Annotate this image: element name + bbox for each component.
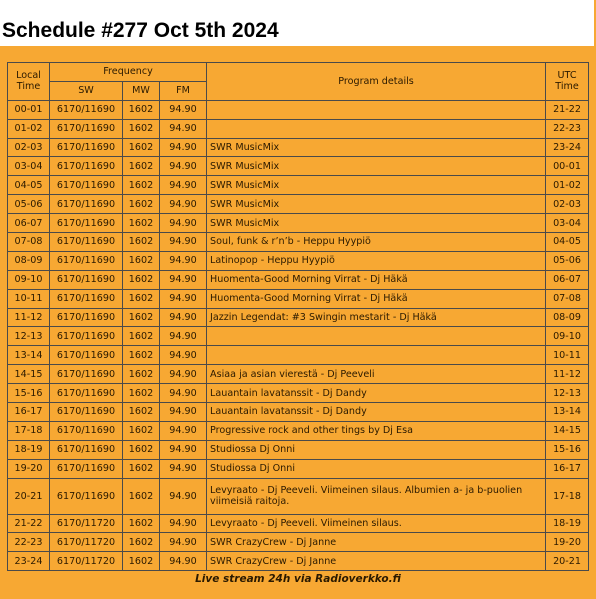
cell-fm-frequency: 94.90 — [160, 176, 207, 195]
cell-program-details: Latinopop - Heppu Hyypiö — [207, 251, 546, 270]
schedule-row — [8, 403, 589, 422]
cell-local-time: 19-20 — [8, 459, 50, 478]
cell-fm-frequency: 94.90 — [160, 100, 207, 119]
cell-program-details: SWR MusicMix — [207, 195, 546, 214]
cell-local-time: 17-18 — [8, 421, 50, 440]
cell-sw-frequency: 6170/11690 — [50, 195, 123, 214]
schedule-row — [8, 157, 589, 176]
schedule-row — [8, 384, 589, 403]
schedule-row — [8, 100, 589, 119]
cell-utc-time: 02-03 — [546, 195, 589, 214]
cell-program-details: Lauantain lavatanssit - Dj Dandy — [207, 384, 546, 403]
schedule-row — [8, 365, 589, 384]
cell-mw-frequency: 1602 — [123, 514, 160, 533]
cell-fm-frequency: 94.90 — [160, 289, 207, 308]
cell-local-time: 22-23 — [8, 533, 50, 552]
header-utc-time: UTC Time — [546, 63, 589, 101]
live-stream-footer: Live stream 24h via Radioverkko.fi — [195, 573, 401, 585]
cell-local-time: 10-11 — [8, 289, 50, 308]
cell-local-time: 02-03 — [8, 138, 50, 157]
title-bar — [0, 0, 596, 46]
cell-fm-frequency: 94.90 — [160, 138, 207, 157]
cell-utc-time: 00-01 — [546, 157, 589, 176]
cell-local-time: 14-15 — [8, 365, 50, 384]
cell-fm-frequency: 94.90 — [160, 346, 207, 365]
cell-mw-frequency: 1602 — [123, 403, 160, 422]
cell-program-details: SWR MusicMix — [207, 176, 546, 195]
cell-program-details: Lauantain lavatanssit - Dj Dandy — [207, 403, 546, 422]
cell-program-details: SWR MusicMix — [207, 214, 546, 233]
cell-program-details: Soul, funk & r’n’b - Heppu Hyypiö — [207, 233, 546, 252]
cell-utc-time: 12-13 — [546, 384, 589, 403]
cell-program-details: Studiossa Dj Onni — [207, 440, 546, 459]
cell-program-details: SWR MusicMix — [207, 138, 546, 157]
cell-fm-frequency: 94.90 — [160, 233, 207, 252]
cell-utc-time: 10-11 — [546, 346, 589, 365]
cell-utc-time: 18-19 — [546, 514, 589, 533]
cell-sw-frequency: 6170/11720 — [50, 514, 123, 533]
schedule-row — [8, 478, 589, 514]
cell-program-details — [207, 119, 546, 138]
schedule-row — [8, 327, 589, 346]
cell-mw-frequency: 1602 — [123, 533, 160, 552]
cell-mw-frequency: 1602 — [123, 214, 160, 233]
schedule-row — [8, 119, 589, 138]
cell-mw-frequency: 1602 — [123, 365, 160, 384]
schedule-row — [8, 214, 589, 233]
cell-program-details: SWR CrazyCrew - Dj Janne — [207, 552, 546, 571]
cell-mw-frequency: 1602 — [123, 195, 160, 214]
schedule-row — [8, 552, 589, 571]
cell-local-time: 16-17 — [8, 403, 50, 422]
cell-sw-frequency: 6170/11720 — [50, 533, 123, 552]
cell-mw-frequency: 1602 — [123, 421, 160, 440]
cell-sw-frequency: 6170/11690 — [50, 214, 123, 233]
cell-sw-frequency: 6170/11690 — [50, 270, 123, 289]
cell-utc-time: 23-24 — [546, 138, 589, 157]
cell-fm-frequency: 94.90 — [160, 327, 207, 346]
cell-program-details: Huomenta-Good Morning Virrat - Dj Häkä — [207, 270, 546, 289]
cell-utc-time: 07-08 — [546, 289, 589, 308]
cell-sw-frequency: 6170/11690 — [50, 384, 123, 403]
cell-sw-frequency: 6170/11720 — [50, 552, 123, 571]
cell-mw-frequency: 1602 — [123, 459, 160, 478]
cell-local-time: 11-12 — [8, 308, 50, 327]
cell-program-details — [207, 100, 546, 119]
cell-fm-frequency: 94.90 — [160, 514, 207, 533]
cell-sw-frequency: 6170/11690 — [50, 157, 123, 176]
cell-program-details — [207, 346, 546, 365]
cell-program-details: SWR MusicMix — [207, 157, 546, 176]
cell-program-details: Levyraato - Dj Peeveli. Viimeinen silaus. — [207, 514, 546, 533]
cell-sw-frequency: 6170/11690 — [50, 440, 123, 459]
cell-fm-frequency: 94.90 — [160, 421, 207, 440]
cell-sw-frequency: 6170/11690 — [50, 176, 123, 195]
cell-utc-time: 20-21 — [546, 552, 589, 571]
cell-mw-frequency: 1602 — [123, 119, 160, 138]
cell-mw-frequency: 1602 — [123, 289, 160, 308]
header-mw: MW — [123, 81, 160, 100]
cell-fm-frequency: 94.90 — [160, 552, 207, 571]
cell-fm-frequency: 94.90 — [160, 365, 207, 384]
cell-program-details: Asiaa ja asian vierestä - Dj Peeveli — [207, 365, 546, 384]
cell-local-time: 07-08 — [8, 233, 50, 252]
cell-fm-frequency: 94.90 — [160, 308, 207, 327]
cell-utc-time: 13-14 — [546, 403, 589, 422]
cell-sw-frequency: 6170/11690 — [50, 289, 123, 308]
cell-local-time: 12-13 — [8, 327, 50, 346]
schedule-row — [8, 440, 589, 459]
cell-utc-time: 03-04 — [546, 214, 589, 233]
cell-utc-time: 16-17 — [546, 459, 589, 478]
cell-utc-time: 04-05 — [546, 233, 589, 252]
schedule-row — [8, 308, 589, 327]
cell-local-time: 03-04 — [8, 157, 50, 176]
schedule-row — [8, 233, 589, 252]
cell-fm-frequency: 94.90 — [160, 195, 207, 214]
cell-sw-frequency: 6170/11690 — [50, 327, 123, 346]
cell-utc-time: 05-06 — [546, 251, 589, 270]
schedule-panel — [0, 46, 596, 599]
schedule-row — [8, 138, 589, 157]
cell-local-time: 06-07 — [8, 214, 50, 233]
header-program-details: Program details — [207, 63, 546, 101]
cell-program-details: Studiossa Dj Onni — [207, 459, 546, 478]
cell-program-details: Huomenta-Good Morning Virrat - Dj Häkä — [207, 289, 546, 308]
cell-mw-frequency: 1602 — [123, 478, 160, 514]
cell-sw-frequency: 6170/11690 — [50, 308, 123, 327]
schedule-row — [8, 270, 589, 289]
cell-fm-frequency: 94.90 — [160, 440, 207, 459]
cell-fm-frequency: 94.90 — [160, 119, 207, 138]
cell-fm-frequency: 94.90 — [160, 157, 207, 176]
cell-mw-frequency: 1602 — [123, 233, 160, 252]
cell-sw-frequency: 6170/11690 — [50, 100, 123, 119]
cell-local-time: 04-05 — [8, 176, 50, 195]
cell-utc-time: 19-20 — [546, 533, 589, 552]
cell-utc-time: 09-10 — [546, 327, 589, 346]
cell-mw-frequency: 1602 — [123, 384, 160, 403]
cell-fm-frequency: 94.90 — [160, 403, 207, 422]
cell-mw-frequency: 1602 — [123, 346, 160, 365]
header-frequency: Frequency — [50, 63, 207, 82]
cell-sw-frequency: 6170/11690 — [50, 251, 123, 270]
schedule-row — [8, 514, 589, 533]
cell-mw-frequency: 1602 — [123, 251, 160, 270]
cell-fm-frequency: 94.90 — [160, 270, 207, 289]
cell-local-time: 09-10 — [8, 270, 50, 289]
cell-utc-time: 01-02 — [546, 176, 589, 195]
cell-utc-time: 15-16 — [546, 440, 589, 459]
cell-mw-frequency: 1602 — [123, 138, 160, 157]
cell-sw-frequency: 6170/11690 — [50, 138, 123, 157]
schedule-row — [8, 176, 589, 195]
cell-sw-frequency: 6170/11690 — [50, 403, 123, 422]
cell-fm-frequency: 94.90 — [160, 251, 207, 270]
cell-fm-frequency: 94.90 — [160, 459, 207, 478]
cell-mw-frequency: 1602 — [123, 327, 160, 346]
schedule-row — [8, 459, 589, 478]
cell-fm-frequency: 94.90 — [160, 533, 207, 552]
cell-utc-time: 08-09 — [546, 308, 589, 327]
schedule-row — [8, 421, 589, 440]
cell-mw-frequency: 1602 — [123, 100, 160, 119]
schedule-row — [8, 346, 589, 365]
cell-local-time: 00-01 — [8, 100, 50, 119]
cell-local-time: 21-22 — [8, 514, 50, 533]
cell-sw-frequency: 6170/11690 — [50, 459, 123, 478]
cell-local-time: 13-14 — [8, 346, 50, 365]
schedule-row — [8, 289, 589, 308]
cell-program-details: Jazzin Legendat: #3 Swingin mestarit - Dj Häkä — [207, 308, 546, 327]
header-fm: FM — [160, 81, 207, 100]
cell-mw-frequency: 1602 — [123, 308, 160, 327]
cell-program-details: Progressive rock and other tings by Dj Esa — [207, 421, 546, 440]
schedule-row — [8, 195, 589, 214]
schedule-body — [8, 100, 589, 570]
schedule-table — [7, 62, 589, 571]
cell-mw-frequency: 1602 — [123, 440, 160, 459]
page-title: Schedule #277 Oct 5th 2024 — [2, 19, 279, 42]
header-local-time: Local Time — [8, 63, 50, 101]
cell-local-time: 15-16 — [8, 384, 50, 403]
cell-local-time: 18-19 — [8, 440, 50, 459]
cell-local-time: 23-24 — [8, 552, 50, 571]
cell-sw-frequency: 6170/11690 — [50, 365, 123, 384]
header-sw: SW — [50, 81, 123, 100]
cell-fm-frequency: 94.90 — [160, 478, 207, 514]
cell-fm-frequency: 94.90 — [160, 384, 207, 403]
cell-mw-frequency: 1602 — [123, 157, 160, 176]
cell-utc-time: 22-23 — [546, 119, 589, 138]
cell-sw-frequency: 6170/11690 — [50, 346, 123, 365]
schedule-row — [8, 533, 589, 552]
cell-mw-frequency: 1602 — [123, 552, 160, 571]
cell-utc-time: 11-12 — [546, 365, 589, 384]
cell-utc-time: 17-18 — [546, 478, 589, 514]
cell-mw-frequency: 1602 — [123, 176, 160, 195]
cell-local-time: 20-21 — [8, 478, 50, 514]
cell-sw-frequency: 6170/11690 — [50, 478, 123, 514]
cell-mw-frequency: 1602 — [123, 270, 160, 289]
cell-utc-time: 06-07 — [546, 270, 589, 289]
cell-sw-frequency: 6170/11690 — [50, 421, 123, 440]
cell-sw-frequency: 6170/11690 — [50, 119, 123, 138]
cell-fm-frequency: 94.90 — [160, 214, 207, 233]
cell-local-time: 01-02 — [8, 119, 50, 138]
cell-utc-time: 21-22 — [546, 100, 589, 119]
cell-program-details: SWR CrazyCrew - Dj Janne — [207, 533, 546, 552]
cell-program-details — [207, 327, 546, 346]
cell-sw-frequency: 6170/11690 — [50, 233, 123, 252]
cell-local-time: 08-09 — [8, 251, 50, 270]
cell-utc-time: 14-15 — [546, 421, 589, 440]
schedule-row — [8, 251, 589, 270]
cell-program-details: Levyraato - Dj Peeveli. Viimeinen silaus. Albumien a- ja b-puolien viimeisiä raitoja. — [207, 478, 546, 514]
cell-local-time: 05-06 — [8, 195, 50, 214]
